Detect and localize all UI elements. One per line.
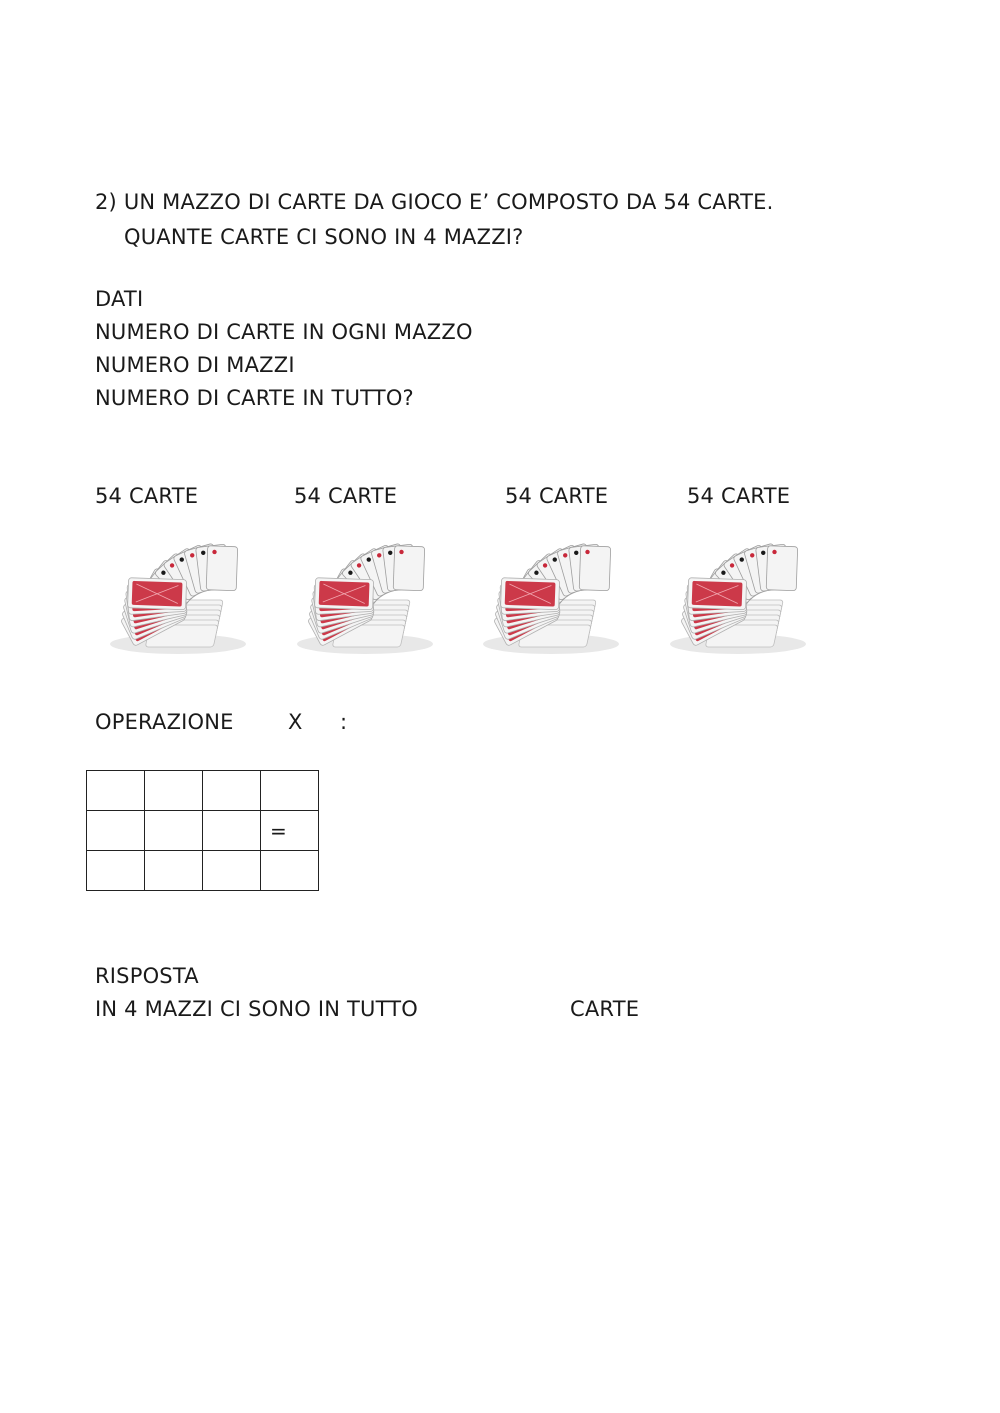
deck-label: 54 CARTE bbox=[95, 484, 199, 508]
card-deck-icon bbox=[656, 512, 816, 672]
deck-label: 54 CARTE bbox=[687, 484, 791, 508]
grid-cell[interactable] bbox=[203, 851, 261, 891]
grid-cell[interactable] bbox=[87, 851, 145, 891]
grid-cell[interactable] bbox=[203, 771, 261, 811]
grid-cell[interactable] bbox=[145, 771, 203, 811]
risposta-unit: CARTE bbox=[570, 997, 640, 1021]
grid-cell[interactable] bbox=[261, 771, 319, 811]
grid-cell[interactable] bbox=[145, 851, 203, 891]
card-deck-icon bbox=[283, 512, 443, 672]
dati-item: NUMERO DI MAZZI bbox=[95, 353, 295, 377]
problem-line-1: 2) UN MAZZO DI CARTE DA GIOCO E’ COMPOSTO DA 54 CARTE. bbox=[95, 190, 774, 214]
grid-row bbox=[87, 811, 319, 851]
deck-label: 54 CARTE bbox=[505, 484, 609, 508]
dati-heading: DATI bbox=[95, 287, 144, 311]
operation-divide-option[interactable]: : bbox=[340, 710, 348, 734]
card-deck-icon bbox=[469, 512, 629, 672]
grid-cell[interactable] bbox=[261, 851, 319, 891]
operazione-label: OPERAZIONE bbox=[95, 710, 234, 734]
grid-cell[interactable] bbox=[87, 771, 145, 811]
risposta-heading: RISPOSTA bbox=[95, 964, 199, 988]
grid-cell-equals[interactable]: = bbox=[261, 811, 319, 851]
calculation-grid bbox=[86, 770, 319, 891]
risposta-sentence: IN 4 MAZZI CI SONO IN TUTTO bbox=[95, 997, 419, 1021]
grid-cell[interactable] bbox=[87, 811, 145, 851]
deck-label: 54 CARTE bbox=[294, 484, 398, 508]
grid-row bbox=[87, 851, 319, 891]
problem-line-2: QUANTE CARTE CI SONO IN 4 MAZZI? bbox=[124, 225, 524, 249]
grid-cell[interactable] bbox=[203, 811, 261, 851]
dati-item: NUMERO DI CARTE IN TUTTO? bbox=[95, 386, 414, 410]
grid-cell[interactable] bbox=[145, 811, 203, 851]
answer-blank[interactable] bbox=[490, 997, 560, 1021]
card-deck-icon bbox=[96, 512, 256, 672]
grid-row bbox=[87, 771, 319, 811]
dati-item: NUMERO DI CARTE IN OGNI MAZZO bbox=[95, 320, 473, 344]
operation-multiply-option[interactable]: X bbox=[288, 710, 303, 734]
